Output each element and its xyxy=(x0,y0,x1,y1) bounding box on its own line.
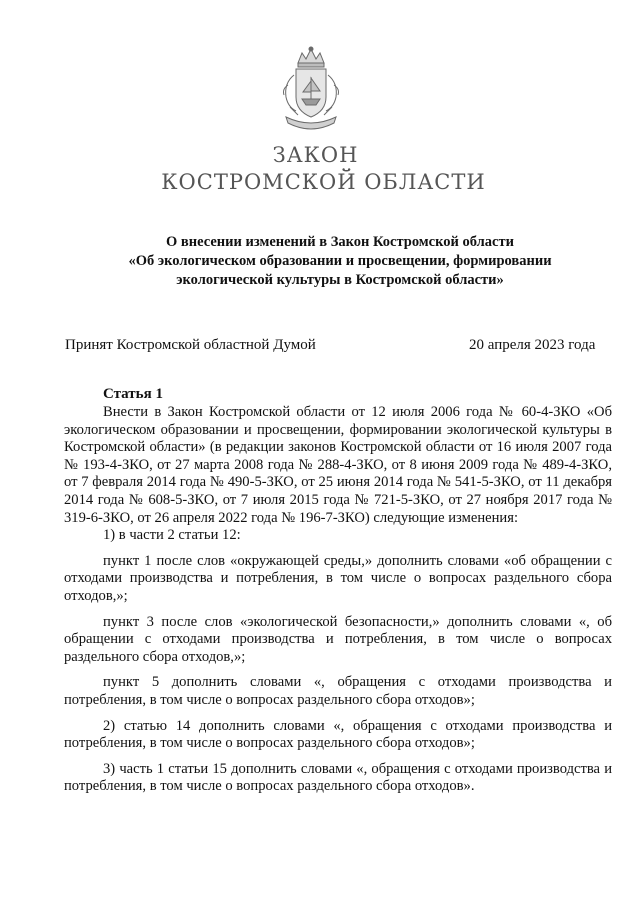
adoption-date: 20 апреля 2023 года xyxy=(469,337,596,353)
paragraph: пункт 3 после слов «экологической безопасности,» дополнить словами «, об обращении с отходами производства и потребления, в том числе о вопросах раздельного сбора отходов,»; xyxy=(64,613,612,665)
adopted-by: Принят Костромской областной Думой xyxy=(65,337,316,353)
paragraph: Внести в Закон Костромской области от 12 июля 2006 года № 60-4-ЗКО «Об экологическом образовании и просвещении, формировании экологической культуры в Костромской области» (в редакции законов Костромской области от 16 июля 2007 года № 193-4-ЗКО, от 27 марта 2008 года № 288-4-ЗКО, от 8 июня 2009 года № 489-4-ЗКО, от 7 февраля 2014 года № 490-5-ЗКО, от 25 июня 2014 года № 541-5-ЗКО, от 11 декабря 2014 года № 608-5-ЗКО, от 7 июля 2015 года № 721-5-ЗКО, от 27 ноября 2017 года № 319-6-ЗКО, от 26 апреля 2022 года № 196-7-ЗКО) следующие изменения: xyxy=(64,404,612,526)
paragraph: пункт 5 дополнить словами «, обращения с отходами производства и потребления, в том числе о вопросах раздельного сбора отходов»; xyxy=(64,674,612,708)
region-heading: КОСТРОМСКОЙ ОБЛАСТИ xyxy=(161,170,486,194)
coat-of-arms-emblem xyxy=(276,45,346,135)
document-title-line: О внесении изменений в Закон Костромской области xyxy=(166,234,514,250)
article-heading: Статья 1 xyxy=(103,386,163,402)
document-title-line: «Об экологическом образовании и просвещении, формировании xyxy=(128,253,552,269)
paragraph: 2) статью 14 дополнить словами «, обращения с отходами производства и потребления, в том числе о вопросах раздельного сбора отходов»; xyxy=(64,717,612,752)
document-title xyxy=(100,233,580,290)
paragraph: пункт 1 после слов «окружающей среды,» дополнить словами «об обращении с отходами производства и потребления, в том числе о вопросах раздельного сбора отходов,»; xyxy=(64,552,612,604)
paragraph: 3) часть 1 статьи 15 дополнить словами «, обращения с отходами производства и потребления, в том числе о вопросах раздельного сбора отходов». xyxy=(64,760,612,795)
paragraph: 1) в части 2 статьи 12: xyxy=(103,527,241,544)
law-heading: ЗАКОН xyxy=(272,143,359,167)
document-title-line: экологической культуры в Костромской области» xyxy=(176,272,504,288)
article-body xyxy=(64,404,612,796)
